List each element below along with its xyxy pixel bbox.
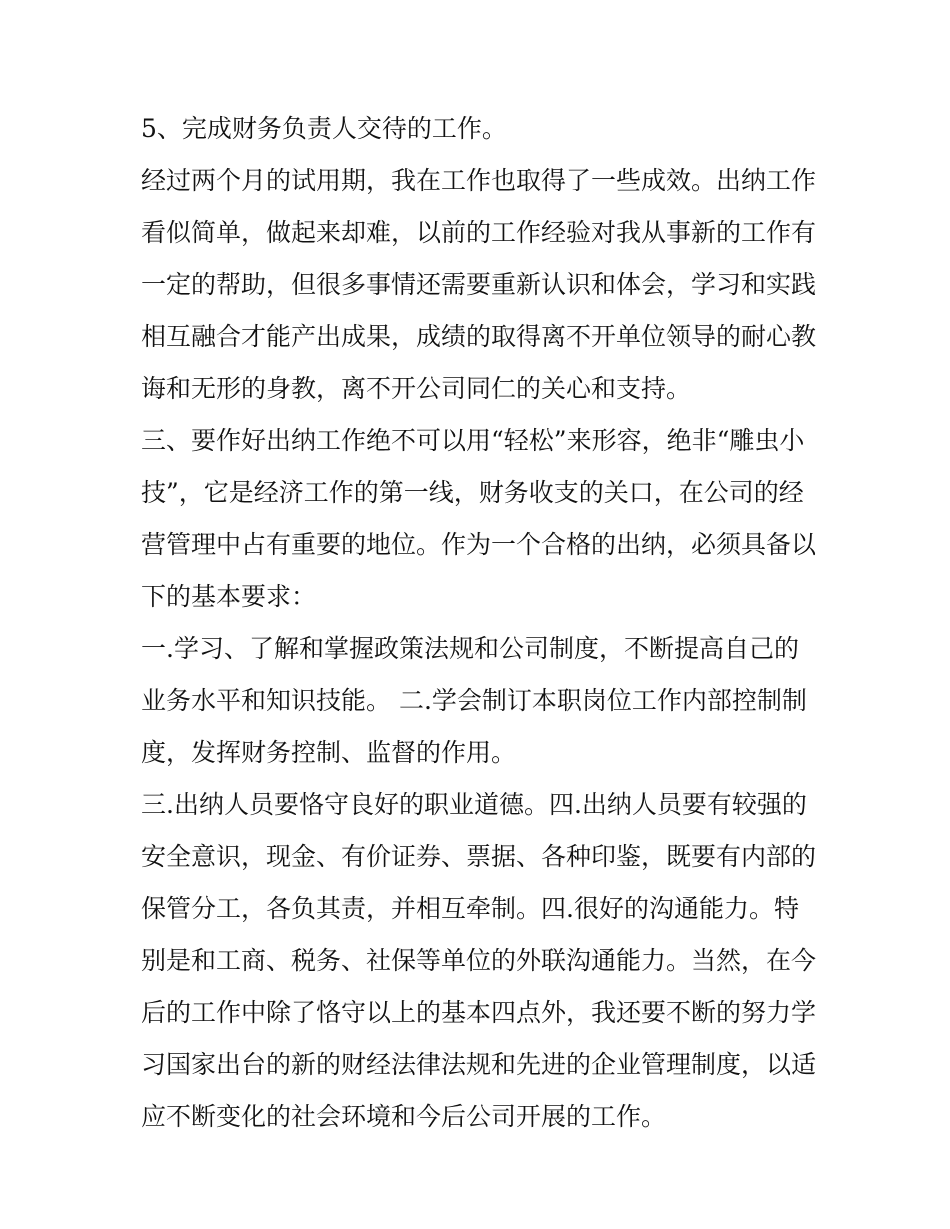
text-line-14: 三.出纳人员要恪守良好的职业道德。四.出纳人员要有较强的 bbox=[141, 790, 807, 819]
text-line-1: 5、完成财务负责人交待的工作。 bbox=[141, 114, 507, 143]
text-line-11: 一.学习、了解和掌握政策法规和公司制度，不断提高自己的 bbox=[141, 634, 799, 663]
text-line-9: 营管理中占有重要的地位。作为一个合格的出纳，必须具备以 bbox=[141, 530, 817, 559]
text-line-6: 诲和无形的身教，离不开公司同仁的关心和支持。 bbox=[141, 374, 692, 403]
text-line-8: 技”，它是经济工作的第一线，财务收支的关口，在公司的经 bbox=[141, 478, 804, 507]
text-line-12: 业务水平和知识技能。 二.学会制订本职岗位工作内部控制制 bbox=[141, 686, 807, 715]
text-line-3: 看似简单，做起来却难，以前的工作经验对我从事新的工作有 bbox=[141, 218, 817, 247]
text-line-15: 安全意识，现金、有价证券、票据、各种印鉴，既要有内部的 bbox=[141, 842, 817, 871]
text-line-16: 保管分工，各负其责，并相互牵制。四.很好的沟通能力。特 bbox=[141, 894, 799, 923]
text-line-10: 下的基本要求： bbox=[141, 582, 317, 611]
text-line-17: 别是和工商、税务、社保等单位的外联沟通能力。当然，在今 bbox=[141, 946, 817, 975]
text-line-4: 一定的帮助，但很多事情还需要重新认识和体会，学习和实践 bbox=[141, 270, 817, 299]
text-line-18: 后的工作中除了恪守以上的基本四点外，我还要不断的努力学 bbox=[141, 998, 817, 1027]
text-line-5: 相互融合才能产出成果，成绩的取得离不开单位领导的耐心教 bbox=[141, 322, 817, 351]
text-line-19: 习国家出台的新的财经法律法规和先进的企业管理制度，以适 bbox=[141, 1050, 817, 1079]
text-line-20: 应不断变化的社会环境和今后公司开展的工作。 bbox=[141, 1102, 667, 1131]
text-line-13: 度，发挥财务控制、监督的作用。 bbox=[141, 738, 517, 767]
text-line-2: 经过两个月的试用期，我在工作也取得了一些成效。出纳工作 bbox=[141, 166, 817, 195]
text-line-7: 三、要作好出纳工作绝不可以用“轻松”来形容，绝非“雕虫小 bbox=[141, 426, 805, 455]
